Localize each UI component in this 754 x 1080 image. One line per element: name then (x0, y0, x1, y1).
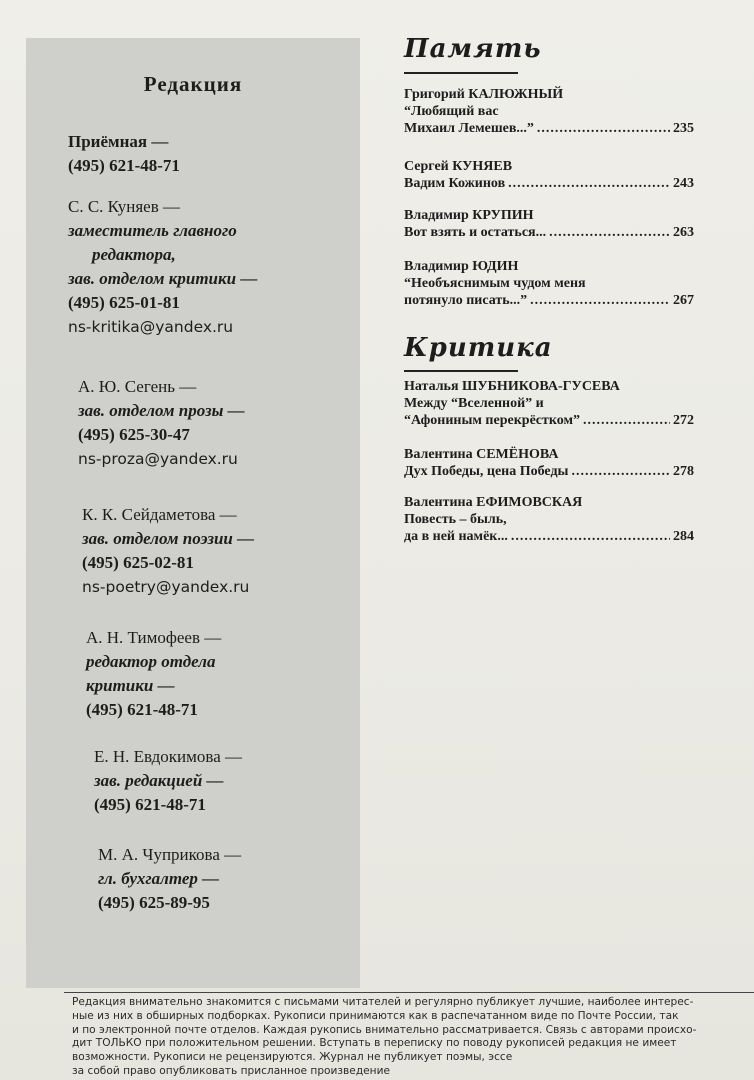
page-number: 267 (673, 293, 694, 308)
entry-title-line (404, 224, 694, 241)
entry-title-line (404, 175, 694, 192)
section-heading: Память (404, 34, 542, 64)
toc-entry[interactable] (404, 446, 694, 480)
footer-line: Редакция внимательно знакомится с письмами читателей и регулярно публикует лучшие, наиболее интерес- (72, 996, 694, 1008)
staff-role: зав. редакцией — (94, 771, 224, 790)
staff-role: критики — (86, 676, 175, 695)
footer-note (72, 996, 754, 1079)
staff-name: К. К. Сейдаметова — (82, 505, 237, 524)
toc-entry[interactable] (404, 207, 694, 241)
toc-entry[interactable] (404, 378, 694, 429)
entry-author: Владимир КРУПИН (404, 208, 534, 223)
footer-line: возможности. Рукописи не рецензируются. Журнал не публикует поэмы, эссе (72, 1051, 513, 1064)
staff-email[interactable]: ns-proza@yandex.ru (78, 450, 238, 468)
staff-role: редактора, (92, 245, 176, 264)
staff-role: гл. бухгалтер — (98, 869, 220, 888)
staff-email[interactable]: ns-kritika@yandex.ru (68, 318, 234, 336)
entry-title: “Афониным перекрёстком” (404, 413, 581, 428)
entry-title: Между “Вселенной” и (404, 396, 544, 411)
entry-title-line (404, 412, 694, 429)
reception-label: Приёмная — (68, 132, 169, 151)
entry-title: да в ней намёк... (404, 529, 508, 544)
entry-author: Владимир ЮДИН (404, 259, 519, 274)
staff-phone: (495) 625-89-95 (98, 893, 210, 912)
staff-contact (98, 843, 241, 915)
reception-contact (68, 130, 180, 178)
entry-title: Вот взять и остаться... (404, 225, 547, 240)
entry-title-line (404, 528, 694, 545)
entry-title-line (404, 463, 694, 480)
reception-phone: (495) 621-48-71 (68, 156, 180, 175)
staff-email[interactable]: ns-poetry@yandex.ru (82, 578, 250, 596)
staff-contact (82, 503, 254, 599)
entry-author: Валентина ЕФИМОВСКАЯ (404, 495, 583, 510)
staff-role: зав. отделом прозы — (78, 401, 245, 420)
entry-author: Наталья ШУБНИКОВА-ГУСЕВА (404, 379, 620, 394)
staff-phone: (495) 625-01-81 (68, 293, 180, 312)
staff-name: А. Ю. Сегень — (78, 377, 197, 396)
entry-title-line (404, 120, 694, 137)
entry-author: Сергей КУНЯЕВ (404, 159, 513, 174)
footer-divider (64, 992, 754, 993)
entry-title: “Любящий вас (404, 104, 499, 119)
staff-phone: (495) 625-30-47 (78, 425, 190, 444)
staff-role: зав. отделом критики — (68, 269, 258, 288)
entry-author: Григорий КАЛЮЖНЫЙ (404, 87, 564, 102)
footer-line: дит ТОЛЬКО при положительном решении. Вступать в переписку по поводу рукописей редакция не имеет (72, 1037, 677, 1050)
toc-entry[interactable] (404, 86, 694, 137)
staff-contact (86, 626, 221, 722)
leader-dots (571, 463, 670, 480)
page-number: 235 (673, 121, 694, 136)
page-number: 272 (673, 413, 694, 428)
leader-dots (508, 175, 670, 192)
section-divider (404, 370, 518, 372)
entry-title: Повесть – быль, (404, 512, 507, 527)
entry-author: Валентина СЕМЁНОВА (404, 447, 559, 462)
footer-line: и по электронной почте отделов. Каждая рукопись внимательно рассматривается. Связь с авторами происхо- (72, 1023, 697, 1036)
editorial-panel (26, 38, 360, 988)
staff-contact (78, 375, 245, 471)
page-number: 263 (673, 225, 694, 240)
staff-name: А. Н. Тимофеев — (86, 628, 222, 647)
page-number: 278 (673, 464, 694, 479)
leader-dots (549, 224, 670, 241)
leader-dots (537, 120, 670, 137)
leader-dots (530, 292, 670, 309)
entry-title: Михаил Лемешев...” (404, 121, 534, 136)
page-number: 243 (673, 176, 694, 191)
toc-entry[interactable] (404, 158, 694, 192)
toc-entry[interactable] (404, 494, 694, 545)
entry-title-line (404, 292, 694, 309)
staff-contact (68, 195, 257, 339)
editorial-title: Редакция (143, 72, 243, 96)
entry-title: потянуло писать...” (404, 293, 528, 308)
leader-dots (583, 412, 670, 429)
entry-title: Дух Победы, цена Победы (404, 464, 569, 479)
staff-name: Е. Н. Евдокимова — (94, 747, 243, 766)
entry-title: Вадим Кожинов (404, 176, 506, 191)
staff-role: зав. отделом поэзии — (82, 529, 255, 548)
staff-phone: (495) 621-48-71 (94, 795, 206, 814)
staff-phone: (495) 621-48-71 (86, 700, 198, 719)
footer-line: за собой право опубликовать присланное произведение (72, 1064, 390, 1077)
entry-title: “Необъяснимым чудом меня (404, 276, 586, 291)
staff-role: заместитель главного (68, 221, 237, 240)
section-heading: Критика (404, 333, 553, 363)
staff-role: редактор отдела (86, 652, 216, 671)
footer-line: ные из них в обширных подборках. Рукописи принимаются как в распечатанном виде по Почте России, так (72, 1009, 679, 1022)
section-divider (404, 72, 518, 74)
staff-name: С. С. Куняев — (68, 197, 180, 216)
staff-phone: (495) 625-02-81 (82, 553, 194, 572)
toc-entry[interactable] (404, 258, 694, 309)
page-number: 284 (673, 529, 694, 544)
staff-contact (94, 745, 242, 817)
staff-name: М. А. Чуприкова — (98, 845, 242, 864)
leader-dots (511, 528, 670, 545)
